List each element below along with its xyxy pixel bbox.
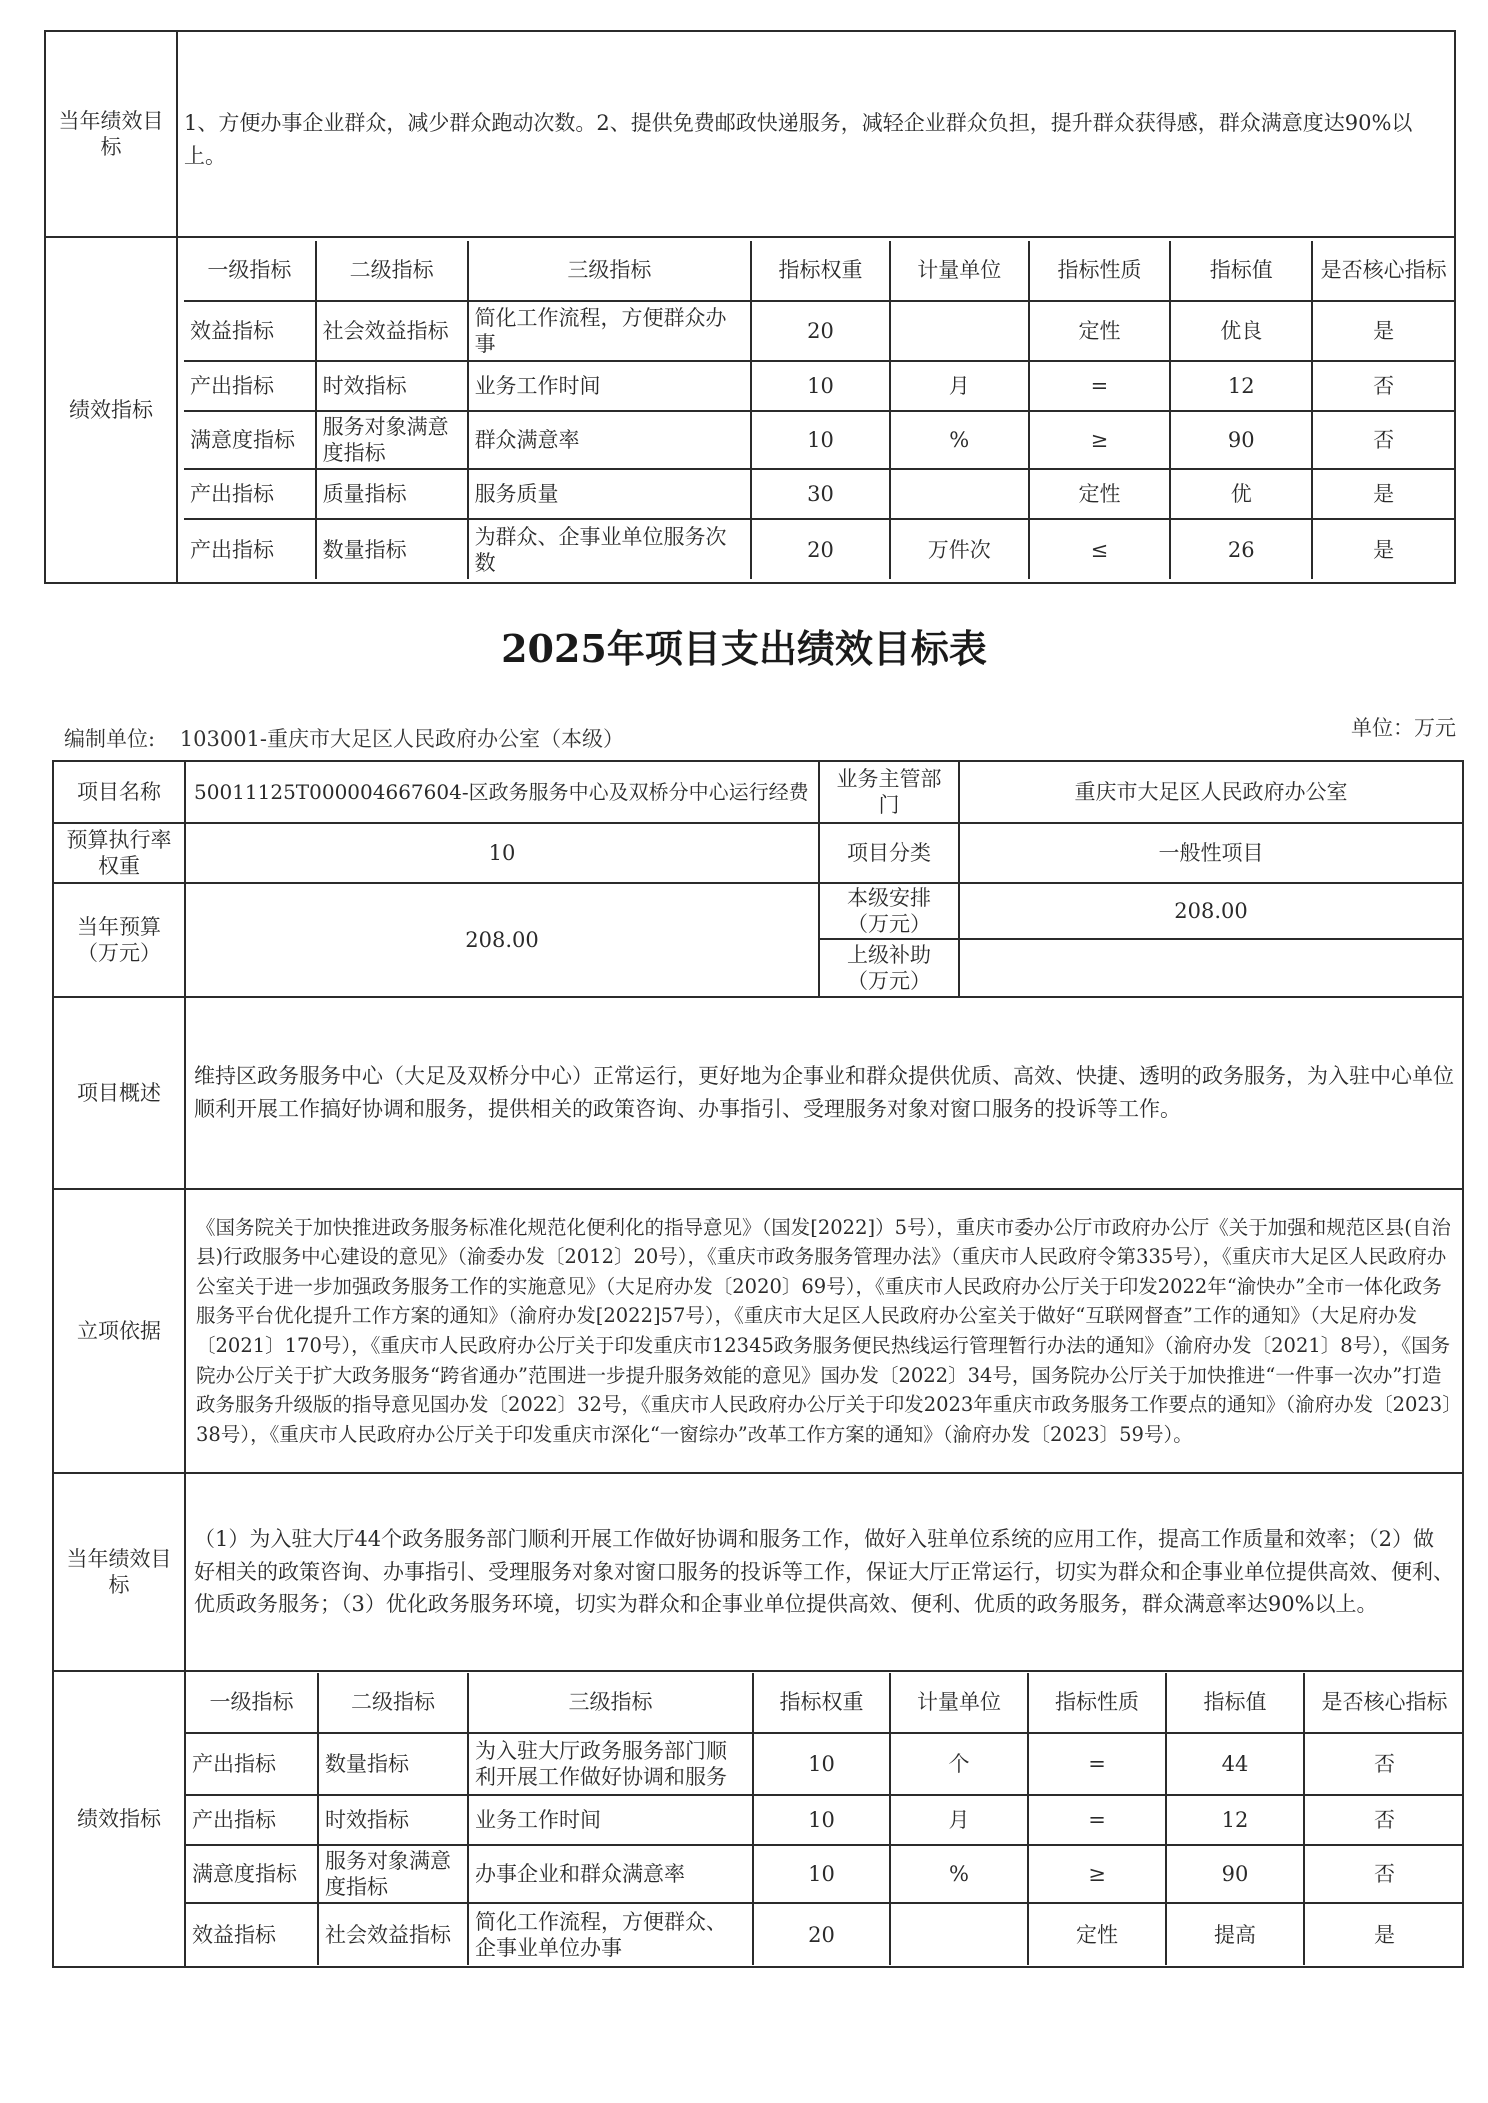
indicator-cell: 服务对象满意度指标 (316, 411, 468, 470)
indicator-cell: 定性 (1028, 1903, 1166, 1965)
compiler-label: 编制单位: (64, 727, 156, 751)
indicator-cell: 定性 (1029, 301, 1171, 361)
indicator-cell: 业务工作时间 (468, 361, 752, 411)
indicator-cell: 90 (1166, 1845, 1304, 1904)
indicator-cell: 90 (1170, 411, 1312, 470)
column-header: 指标性质 (1028, 1673, 1166, 1733)
indicator-cell: ≥ (1028, 1845, 1166, 1904)
local-label: 本级安排（万元） (819, 883, 959, 939)
column-header: 指标权重 (751, 241, 890, 301)
indicator-cell: 满意度指标 (186, 1845, 318, 1904)
indicator-cell: 12 (1170, 361, 1312, 411)
basis-label: 立项依据 (53, 1189, 185, 1473)
indicator-cell: 简化工作流程，方便群众、企事业单位办事 (468, 1903, 753, 1965)
column-header: 指标权重 (753, 1673, 890, 1733)
indicator-cell: % (890, 411, 1029, 470)
indicator-cell: 10 (753, 1845, 890, 1904)
indicator-cell: 社会效益指标 (316, 301, 468, 361)
indicator-cell: 20 (753, 1903, 890, 1965)
goal-text: （1）为入驻大厅44个政务服务部门顺利开展工作做好协调和服务工作，做好入驻单位系统的应用工作，提高工作质量和效率；（2）做好相关的政策咨询、办事指引、受理服务对象对窗口服务的投诉等工作，保证大厅正常运行，切实为群众和企事业单位提供高效、便利、优质政务服务；（3）优化政务服务环境，切实为群众和企事业单位提供高效、便利、优质的政务服务，群众满意率达90%以上。 (185, 1473, 1463, 1671)
indicator-cell: 否 (1304, 1845, 1463, 1904)
indicator-row (186, 1903, 1463, 1965)
overview-text: 维持区政务服务中心（大足及双桥分中心）正常运行，更好地为企事业和群众提供优质、高效、快捷、透明的政务服务，为入驻中心单位顺利开展工作搞好协调和服务，提供相关的政策咨询、办事指引、受理服务对象对窗口服务的投诉等工作。 (185, 997, 1463, 1189)
project-table (52, 760, 1464, 1968)
indicator-cell: 产出指标 (184, 361, 316, 411)
indicator-cell: 万件次 (890, 519, 1029, 579)
indicator-row (186, 1795, 1463, 1845)
indicator-cell: 10 (753, 1795, 890, 1845)
indicator-cell: 提高 (1166, 1903, 1304, 1965)
indicator-cell: 社会效益指标 (318, 1903, 468, 1965)
indicator-cell: ≤ (1029, 519, 1171, 579)
indicator-cell: 26 (1170, 519, 1312, 579)
indicator-cell: 10 (753, 1733, 890, 1795)
column-header: 三级指标 (468, 241, 752, 301)
indicator-cell: 为入驻大厅政务服务部门顺利开展工作做好协调和服务 (468, 1733, 753, 1795)
indicator-cell: 12 (1166, 1795, 1304, 1845)
top-indicators-table (184, 241, 1454, 580)
column-header: 是否核心指标 (1304, 1673, 1463, 1733)
indicator-cell: 10 (751, 411, 890, 470)
indicator-cell: 效益指标 (184, 301, 316, 361)
indicator-row (184, 519, 1454, 579)
column-header: 是否核心指标 (1312, 241, 1454, 301)
indicator-cell: 否 (1312, 361, 1454, 411)
indicator-row (184, 469, 1454, 519)
indicator-cell: = (1029, 361, 1171, 411)
indicator-cell: 简化工作流程，方便群众办事 (468, 301, 752, 361)
indicator-cell: 时效指标 (316, 361, 468, 411)
indicator-cell: 为群众、企事业单位服务次数 (468, 519, 752, 579)
upper-label: 上级补助（万元） (819, 939, 959, 997)
indicator-cell: 月 (890, 361, 1029, 411)
column-header: 指标值 (1170, 241, 1312, 301)
indicator-cell: % (890, 1845, 1028, 1904)
indicator-cell: 是 (1312, 301, 1454, 361)
column-header: 三级指标 (468, 1673, 753, 1733)
indicator-cell: 优良 (1170, 301, 1312, 361)
indicators-label: 绩效指标 (53, 1671, 185, 1967)
indicator-cell: = (1028, 1795, 1166, 1845)
rate-value: 10 (185, 823, 819, 883)
compiler-value: 103001-重庆市大足区人民政府办公室（本级） (179, 727, 625, 751)
goal-label: 当年绩效目标 (53, 1473, 185, 1671)
column-header: 一级指标 (186, 1673, 318, 1733)
project-name-value: 50011125T000004667604-区政务服务中心及双桥分中心运行经费 (185, 761, 819, 823)
indicator-cell: 服务对象满意度指标 (318, 1845, 468, 1904)
indicator-cell: 是 (1312, 519, 1454, 579)
top-goal-table (44, 30, 1456, 584)
indicator-cell: 10 (751, 361, 890, 411)
indicator-cell: 定性 (1029, 469, 1171, 519)
indicator-row (186, 1733, 1463, 1795)
dept-label: 业务主管部门 (819, 761, 959, 823)
indicator-cell: 群众满意率 (468, 411, 752, 470)
indicator-cell: 办事企业和群众满意率 (468, 1845, 753, 1904)
indicator-cell: = (1028, 1733, 1166, 1795)
indicator-cell (890, 469, 1029, 519)
upper-value (959, 939, 1463, 997)
indicator-cell: 产出指标 (186, 1733, 318, 1795)
project-indicators-table (186, 1673, 1463, 1966)
indicator-cell: 是 (1304, 1903, 1463, 1965)
indicator-cell: 产出指标 (184, 469, 316, 519)
indicator-row (184, 361, 1454, 411)
category-value: 一般性项目 (959, 823, 1463, 883)
indicator-cell: 质量指标 (316, 469, 468, 519)
indicator-cell: 20 (751, 301, 890, 361)
indicator-cell (890, 1903, 1028, 1965)
indicator-cell: 满意度指标 (184, 411, 316, 470)
indicator-row (184, 301, 1454, 361)
top-goal-label: 当年绩效目标 (45, 31, 177, 237)
top-indicators-label: 绩效指标 (45, 237, 177, 583)
column-header: 二级指标 (316, 241, 468, 301)
indicator-cell: 20 (751, 519, 890, 579)
column-header: 二级指标 (318, 1673, 468, 1733)
project-name-label: 项目名称 (53, 761, 185, 823)
indicator-cell: 数量指标 (316, 519, 468, 579)
indicator-cell: 服务质量 (468, 469, 752, 519)
indicator-cell: 产出指标 (186, 1795, 318, 1845)
column-header: 指标值 (1166, 1673, 1304, 1733)
indicator-cell: 是 (1312, 469, 1454, 519)
indicator-cell: 时效指标 (318, 1795, 468, 1845)
indicator-cell (890, 301, 1029, 361)
dept-value: 重庆市大足区人民政府办公室 (959, 761, 1463, 823)
indicator-cell: 优 (1170, 469, 1312, 519)
indicator-cell: ≥ (1029, 411, 1171, 470)
page-title: 2025年项目支出绩效目标表 (501, 626, 987, 671)
budget-value: 208.00 (185, 883, 819, 997)
category-label: 项目分类 (819, 823, 959, 883)
indicator-row (186, 1845, 1463, 1904)
basis-text: 《国务院关于加快推进政务服务标准化规范化便利化的指导意见》（国发[2022]）5号），重庆市委办公厅市政府办公厅《关于加强和规范区县(自治县)行政服务中心建设的意见》（渝委办发〔2012〕20号），《重庆市政务服务管理办法》（重庆市人民政府令第335号），《重庆市大足区人民政府办公室关于进一步加强政务服务工作的实施意见》（大足府办发〔2020〕69号），《重庆市人民政府办公厅关于印发2022年“渝快办”全市一体化政务服务平台优化提升工作方案的通知》（渝府办发[2022]57号），《重庆市大足区人民政府办公室关于做好“互联网督查”工作的通知》（大足府办发〔2021〕170号），《重庆市人民政府办公厅关于印发重庆市12345政务服务便民热线运行管理暂行办法的通知》（渝府办发〔2021〕8号），《国务院办公厅关于扩大政务服务“跨省通办”范围进一步提升服务效能的意见》国办发〔2022〕34号，国务院办公厅关于加快推进“一件事一次办”打造政务服务升级版的指导意见国办发〔2022〕32号，《重庆市人民政府办公厅关于印发2023年重庆市政务服务工作要点的通知》（渝府办发〔2023〕38号），《重庆市人民政府办公厅关于印发重庆市深化“一窗综办”改革工作方案的通知》（渝府办发〔2023〕59号）。 (185, 1189, 1463, 1473)
budget-label: 当年预算（万元） (53, 883, 185, 997)
indicator-cell: 否 (1312, 411, 1454, 470)
indicator-cell: 30 (751, 469, 890, 519)
unit-label: 单位：万元 (1351, 716, 1456, 740)
indicator-cell: 否 (1304, 1733, 1463, 1795)
indicator-cell: 否 (1304, 1795, 1463, 1845)
compiler-unit (64, 723, 624, 753)
top-goal-text: 1、方便办事企业群众，减少群众跑动次数。2、提供免费邮政快递服务，减轻企业群众负担，提升群众获得感，群众满意度达90%以上。 (177, 31, 1455, 237)
column-header: 指标性质 (1029, 241, 1171, 301)
indicator-cell: 效益指标 (186, 1903, 318, 1965)
indicator-row (184, 411, 1454, 470)
indicator-cell: 业务工作时间 (468, 1795, 753, 1845)
local-value: 208.00 (959, 883, 1463, 939)
indicator-cell: 数量指标 (318, 1733, 468, 1795)
indicator-cell: 月 (890, 1795, 1028, 1845)
indicator-cell: 44 (1166, 1733, 1304, 1795)
column-header: 计量单位 (890, 241, 1029, 301)
column-header: 一级指标 (184, 241, 316, 301)
overview-label: 项目概述 (53, 997, 185, 1189)
column-header: 计量单位 (890, 1673, 1028, 1733)
rate-label: 预算执行率权重 (53, 823, 185, 883)
indicator-cell: 个 (890, 1733, 1028, 1795)
indicator-cell: 产出指标 (184, 519, 316, 579)
